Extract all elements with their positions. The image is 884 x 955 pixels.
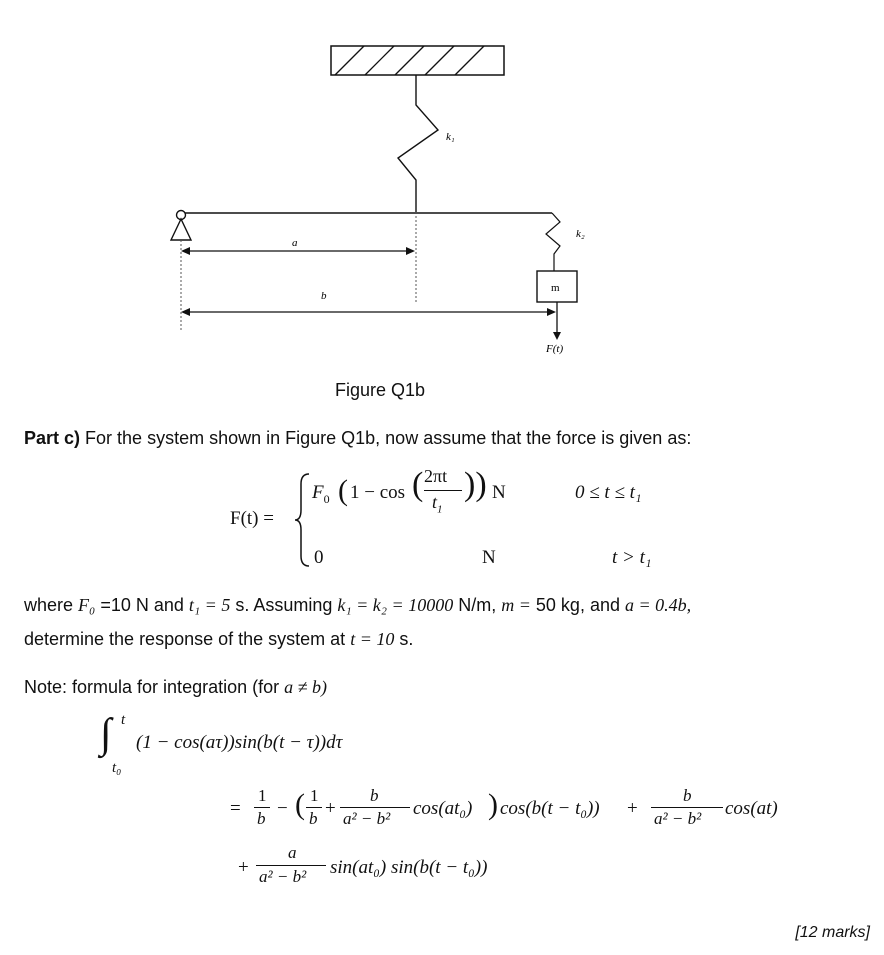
given-line-2 [24, 629, 413, 650]
result-frac3-bar [340, 807, 410, 808]
label-mass: m [551, 282, 560, 294]
part-label: Part c) [24, 428, 81, 448]
note-line [24, 677, 327, 698]
result-equals: = [230, 798, 241, 819]
label-force: F(t) [546, 343, 564, 355]
label-a: a [292, 237, 298, 249]
dimension-a-left-arrow [181, 247, 190, 255]
piecewise-lhs: F(t) = [230, 508, 274, 529]
given-t1: t₁ = 5 [188, 595, 231, 615]
part-intro-text: For the system shown in Figure Q1b, now assume that the force is given as: [85, 428, 692, 448]
case1-F: F [312, 482, 324, 503]
result-plus3: + [238, 857, 249, 878]
result-frac5-bar [256, 865, 326, 866]
dimension-a-right-arrow [406, 247, 415, 255]
result-frac2-num: 1 [310, 786, 319, 805]
result-frac5-num: a [288, 843, 297, 862]
dimension-b-right-arrow [547, 308, 556, 316]
result-plus2: + [627, 798, 638, 819]
mechanical-system-figure [0, 0, 884, 370]
integral-integrand: (1 − cos(aτ))sin(b(t − τ))dτ [136, 732, 343, 753]
result-sin-term: sin(at₀) sin(b(t − t₀)) [330, 857, 488, 878]
given-m: m = [501, 595, 531, 615]
label-b: b [321, 290, 327, 302]
note-text: Note: formula for integration (for [24, 677, 280, 697]
given-line2-unit: s. [399, 629, 414, 649]
given-line-1 [24, 595, 691, 616]
case1-condition: 0 ≤ t ≤ t₁ [575, 482, 642, 503]
dimension-guides [181, 216, 416, 330]
integral-upper: t [121, 712, 126, 728]
result-cos-at0: cos(at₀) [413, 798, 473, 819]
note-condition: a ≠ b) [284, 677, 328, 697]
result-frac3-num: b [370, 786, 379, 805]
pivot-triangle [171, 219, 191, 240]
result-cos-b: cos(b(t − t₀)) [500, 798, 600, 819]
given-k-unit: N/m, [458, 595, 497, 615]
dimension-b-left-arrow [181, 308, 190, 316]
result-frac2-bar [306, 807, 322, 808]
result-frac1-den: b [257, 809, 266, 828]
case1-unit: N [492, 482, 506, 503]
result-frac4-bar [651, 807, 723, 808]
given-k: k₁ = k₂ = 10000 [337, 595, 454, 615]
force-arrow-head [553, 332, 561, 340]
label-k1: k₁ [446, 131, 455, 143]
case1-frac-den-t: t [432, 492, 438, 512]
integral-sign: ∫ [100, 711, 112, 757]
case2-condition: t > t₁ [612, 547, 652, 568]
given-m-value: 50 kg, and [535, 595, 620, 615]
case1-frac-bar [424, 490, 462, 491]
integral-lower: t₀ [112, 760, 122, 776]
result-frac2-den: b [309, 809, 318, 828]
case1-frac-num: 2πt [424, 466, 448, 486]
result-open-paren: ( [295, 788, 305, 821]
given-f0-value: =10 N and [100, 595, 184, 615]
given-t1-unit: s. Assuming [235, 595, 333, 615]
case1-F-sub: 0 [323, 491, 330, 506]
given-line2-text: determine the response of the system at [24, 629, 346, 649]
given-t-eq: t = 10 [350, 629, 395, 649]
case1-frac-den [432, 492, 443, 516]
result-minus: − [277, 798, 288, 819]
case1-one-minus-cos: 1 − cos [350, 482, 406, 503]
result-frac1-num: 1 [258, 786, 267, 805]
part-c-intro [24, 428, 691, 449]
result-plus: + [325, 798, 336, 819]
given-a: a = 0.4b, [625, 595, 692, 615]
result-frac5-den: a² − b² [259, 867, 307, 886]
piecewise-brace [293, 470, 313, 570]
given-f0: F₀ [78, 595, 96, 615]
case1-inner-open-paren: ( [412, 466, 424, 503]
case2-expression: 0 [314, 547, 324, 568]
spring-k2 [546, 213, 560, 271]
case1-expression [312, 482, 330, 507]
result-frac4-num: b [683, 786, 692, 805]
result-close-paren: ) [488, 788, 498, 821]
case2-unit: N [482, 547, 496, 568]
case1-close-parens: )) [464, 466, 487, 503]
marks-label: [12 marks] [795, 924, 870, 941]
label-k2: k₂ [576, 228, 585, 240]
case1-frac-den-sub: 1 [437, 503, 443, 516]
result-frac1-bar [254, 807, 270, 808]
ceiling-hatching [335, 46, 484, 75]
result-frac4-den: a² − b² [654, 809, 702, 828]
case1-open-paren: ( [338, 474, 348, 507]
figure-caption: Figure Q1b [334, 380, 426, 400]
ceiling-support [331, 46, 504, 75]
spring-k1 [398, 75, 438, 212]
result-frac3-den: a² − b² [343, 809, 391, 828]
given-where: where [24, 595, 74, 615]
result-cos-at: cos(at) [725, 798, 778, 819]
